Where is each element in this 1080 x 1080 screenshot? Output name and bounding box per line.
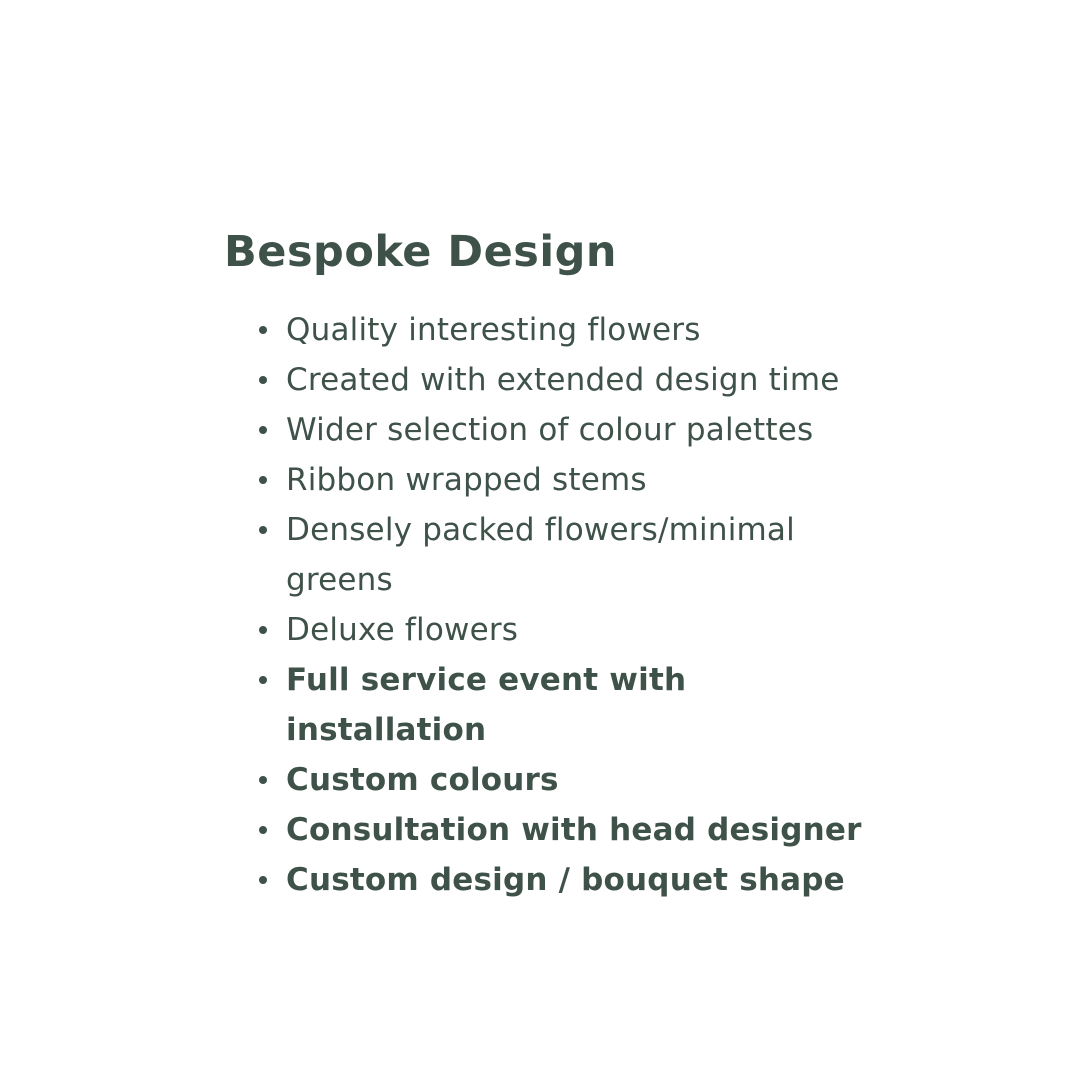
feature-item [224,855,884,905]
feature-item [224,605,884,655]
feature-label: Full service event with installation [286,662,687,748]
bullet-icon [259,776,267,784]
feature-item [224,455,884,505]
feature-label: Quality interesting flowers [286,312,701,348]
feature-item [224,755,884,805]
feature-item [224,655,884,755]
bullet-icon [259,476,267,484]
bullet-icon [259,526,267,534]
feature-item [224,805,884,855]
bullet-icon [259,826,267,834]
feature-label: Densely packed flowers/minimal greens [286,512,795,598]
feature-label: Wider selection of colour palettes [286,412,814,448]
feature-list [224,305,884,905]
bullet-icon [259,376,267,384]
bullet-icon [259,876,267,884]
feature-label: Ribbon wrapped stems [286,462,647,498]
bullet-icon [259,326,267,334]
feature-label: Created with extended design time [286,362,840,398]
feature-label: Consultation with head designer [286,812,862,848]
feature-label: Custom design / bouquet shape [286,862,845,898]
bullet-icon [259,626,267,634]
bespoke-design-card [224,224,884,905]
feature-item [224,305,884,355]
bullet-icon [259,426,267,434]
feature-label: Custom colours [286,762,559,798]
page-title: Bespoke Design [224,227,618,277]
feature-item [224,355,884,405]
feature-item [224,505,884,605]
bullet-icon [259,676,267,684]
feature-label: Deluxe flowers [286,612,519,648]
feature-item [224,405,884,455]
